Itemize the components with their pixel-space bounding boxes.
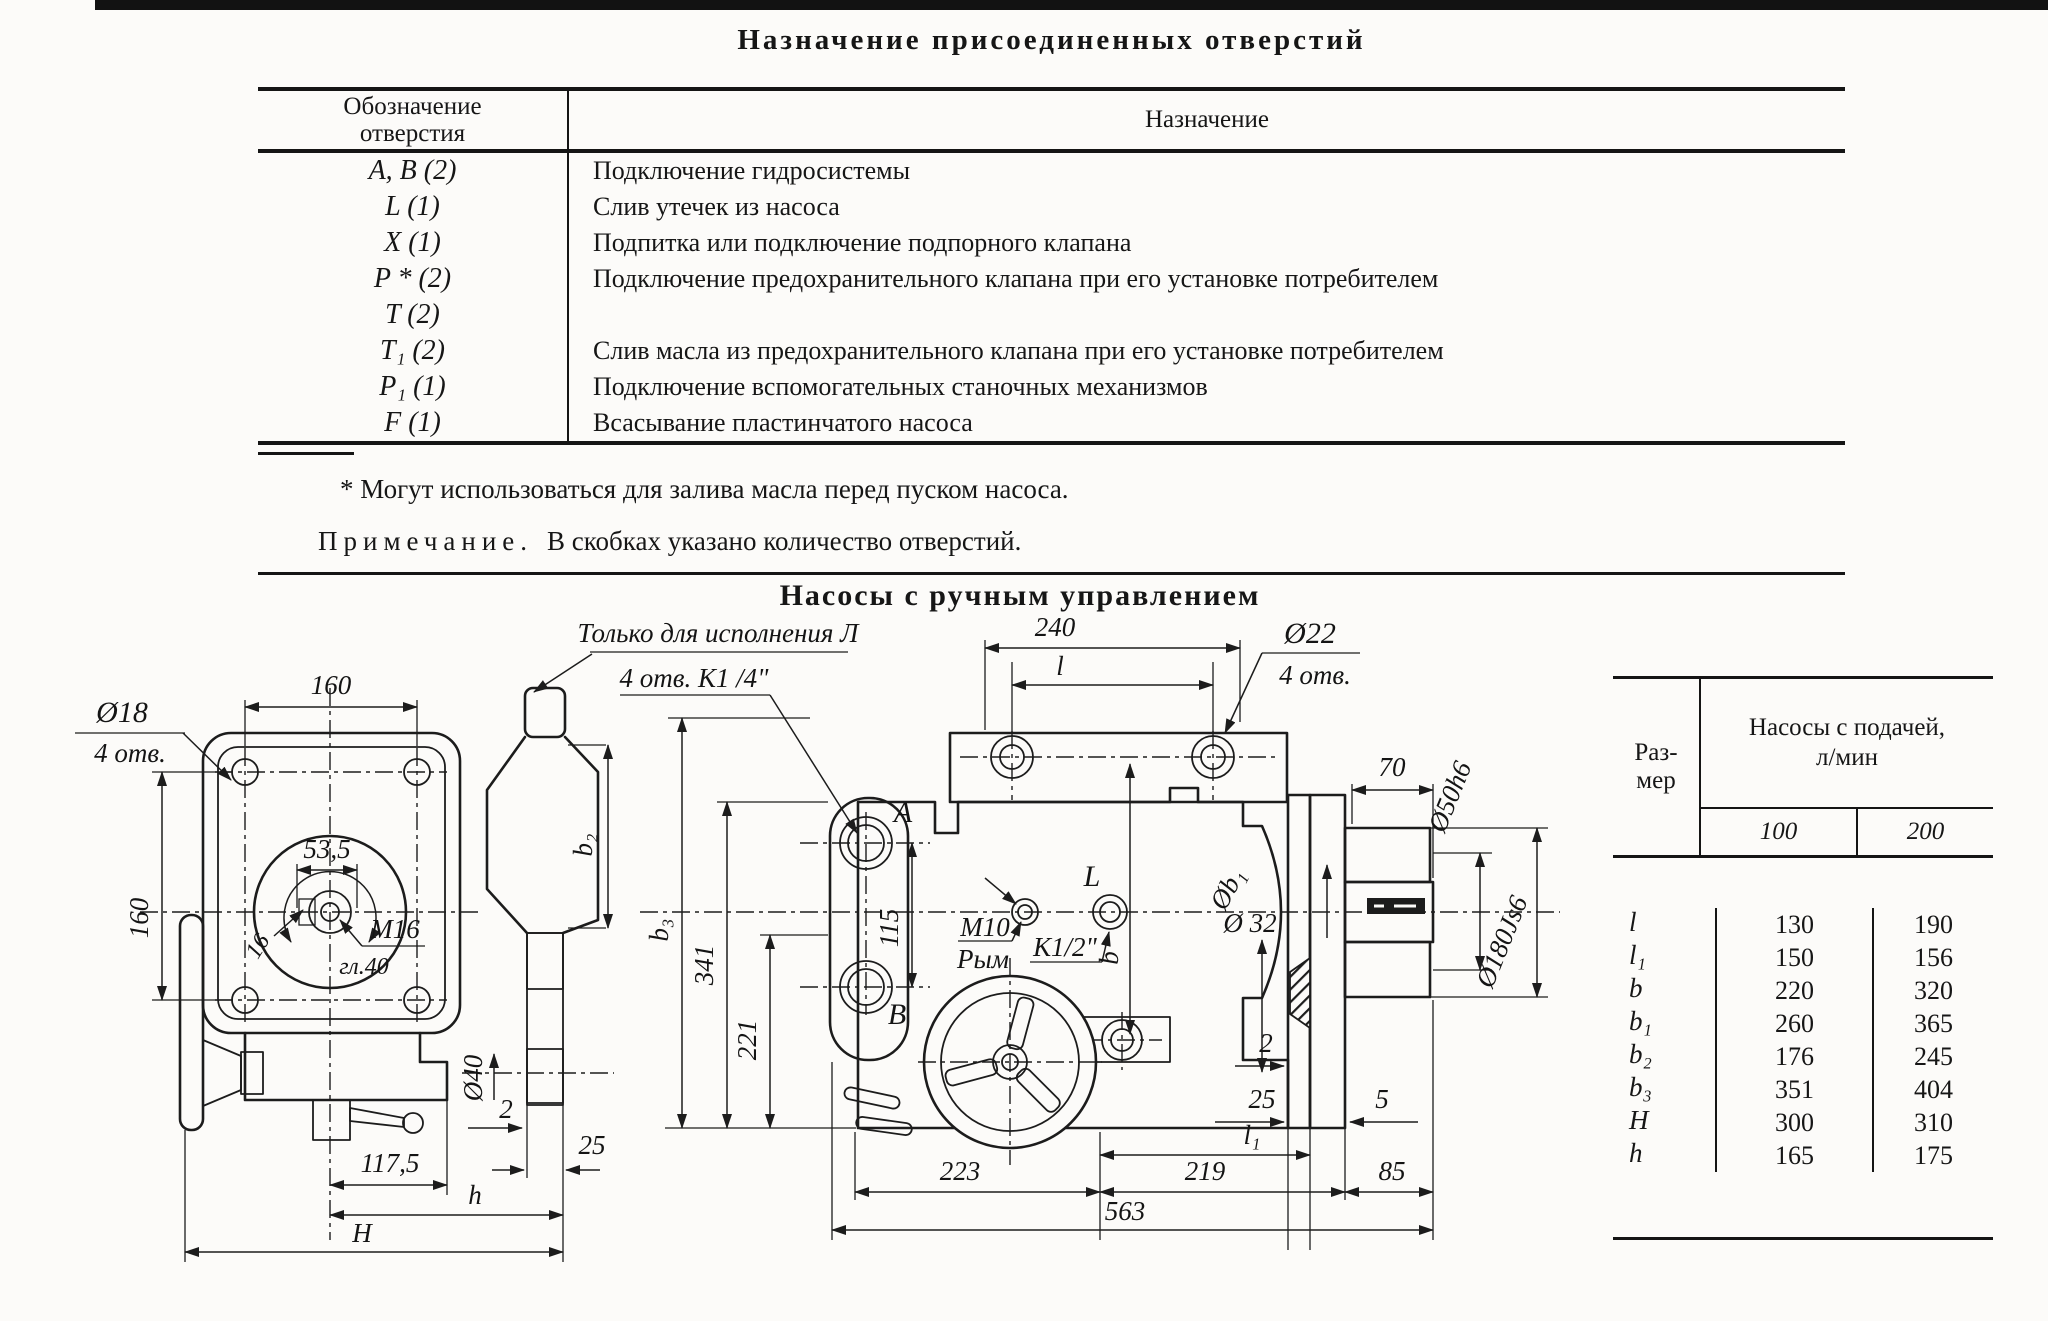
dim-label: 2: [1259, 1028, 1273, 1058]
dim-row: h 165 175: [1613, 1139, 1993, 1172]
dim-label: 25: [1248, 1084, 1276, 1114]
dim-label: Ø18: [96, 696, 148, 729]
table-row: F (1) Всасывание пластинчатого насоса: [258, 405, 1845, 445]
dim-label: b: [1094, 951, 1124, 965]
port-label: L: [1083, 860, 1101, 893]
left-view-labels: [94, 670, 605, 1248]
dim-label: Ø40: [458, 1054, 488, 1102]
dim-row: b 220 320: [1613, 974, 1993, 1007]
dim-label: M10: [960, 912, 1010, 942]
dim-label: Ø50h6: [1421, 756, 1478, 837]
table-row: A, B (2) Подключение гидросистемы: [258, 153, 1845, 189]
section-heading: Насосы с ручным управлением: [779, 579, 1261, 612]
dim-row: b₂ 176 245: [1613, 1040, 1993, 1073]
dim-label: M16: [370, 914, 420, 944]
dim-label: 341: [689, 944, 719, 986]
footnote-text: * Могут использоваться для залива масла перед пуском насоса.: [340, 474, 1069, 504]
table-title: Назначение присоединенных отверстий: [737, 24, 1366, 56]
dim-label: гл.40: [339, 954, 389, 980]
group-header: Насосы с подачей, л/мин: [1701, 679, 1993, 809]
dim-label: Ø 32: [1223, 908, 1277, 938]
dim-label: H: [352, 1218, 372, 1248]
col-200-header: 200: [1906, 818, 1945, 845]
table-row: T (2): [258, 297, 1845, 333]
dim-row: b₁ 260 365: [1613, 1007, 1993, 1040]
col-purpose-header: Назначение: [567, 91, 1845, 149]
dim-label: 5: [1375, 1084, 1389, 1114]
dim-label: 219: [1184, 1156, 1226, 1186]
note-label: Только для исполнения Л: [577, 618, 859, 648]
bracket-arm: [487, 688, 598, 933]
table-row: P * (2) Подключение предохранительного клапана при его установке потребителем: [258, 261, 1845, 297]
flange-bolt-holes: [215, 748, 447, 1024]
dim-row: b₃ 351 404: [1613, 1073, 1993, 1106]
note-label: Примечание.: [318, 526, 534, 556]
table-row: X (1) Подпитка или подключение подпорного клапана: [258, 225, 1845, 261]
table-row: T₁ (2) Слив масла из предохранительного клапана при его установке потребителем: [258, 333, 1845, 369]
dim-label: 16: [240, 929, 276, 964]
table-row: L (1) Слив утечек из насоса: [258, 189, 1845, 225]
dim-label: l₁: [1243, 1120, 1261, 1150]
dim-label: 563: [1104, 1196, 1146, 1226]
port-label: A: [893, 796, 913, 829]
dim-label: 223: [939, 1156, 981, 1186]
dim-label: 2: [499, 1094, 513, 1124]
dim-label: Øb₁: [1203, 863, 1251, 915]
dim-label: 221: [732, 1019, 762, 1061]
note-label: 4 отв. К1 /4": [619, 663, 769, 693]
dim-label: l: [1056, 651, 1064, 681]
dim-label: 117,5: [360, 1148, 420, 1178]
dim-label: 160: [124, 897, 154, 939]
dim-label: 160: [310, 670, 352, 700]
dim-label: 4 отв.: [94, 738, 166, 768]
dim-label: 53,5: [303, 834, 351, 864]
dim-row: l 130 190: [1613, 908, 1993, 941]
dim-label: 70: [1378, 752, 1406, 782]
dim-row: H 300 310: [1613, 1106, 1993, 1139]
dim-label: 4 отв.: [1279, 660, 1351, 690]
col-100-header: 100: [1701, 809, 1858, 855]
size-col-header: Раз- мер: [1613, 679, 1701, 855]
table-row: P₁ (1) Подключение вспомогательных станочных механизмов: [258, 369, 1845, 405]
dim-label: 115: [874, 908, 904, 948]
port-plate: [800, 798, 930, 1060]
dim-label: b₃: [644, 918, 674, 942]
dim-label: h: [468, 1180, 482, 1210]
dim-label: 25: [578, 1130, 606, 1160]
dim-label: b₂: [568, 833, 598, 857]
dim-label: 85: [1378, 1156, 1406, 1186]
dim-label: К1/2": [1033, 932, 1097, 962]
output-flange-shaft: [1288, 795, 1433, 1128]
dim-label: Рым: [956, 944, 1010, 974]
dim-label: Ø22: [1284, 617, 1336, 650]
handwheel: [843, 958, 1102, 1165]
dim-label: 240: [1034, 612, 1076, 642]
col-designation-header: Обозначение отверстия: [343, 93, 482, 147]
dim-row: l₁ 150 156: [1613, 941, 1993, 974]
port-label: B: [887, 998, 907, 1031]
dim-label: Ø180Js6: [1469, 891, 1534, 992]
note-text: Примечание. В скобках указано количество отверстий.: [318, 526, 1022, 556]
